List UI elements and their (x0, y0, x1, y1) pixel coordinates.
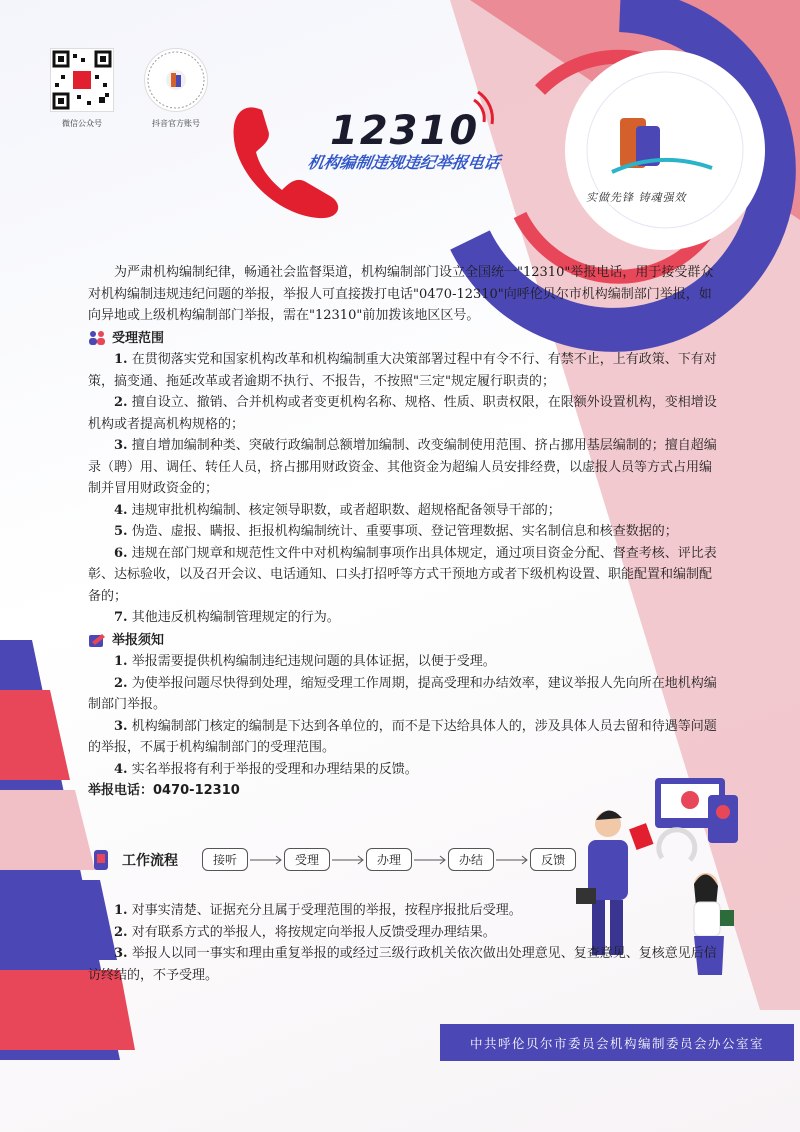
scope-item (88, 500, 718, 522)
flow-step-feedback: 反馈 (530, 848, 576, 871)
item-text: 机构编制部门核定的编制是下达到各单位的，而不是下达给具体人的，涉及具体人员去留和待遇等问题的举报，不属于机构编制部门的受理范围。 (88, 718, 717, 755)
motto-text: 实做先锋 铸魂强效 (586, 191, 687, 204)
people-icon (88, 330, 106, 346)
workflow-item (88, 922, 718, 944)
item-text: 实名举报将有利于举报的受理和办理结果的反馈。 (131, 761, 418, 777)
item-number: 1. (114, 352, 128, 367)
scope-heading (88, 328, 718, 350)
notice-item (88, 651, 718, 673)
item-text: 擅自增加编制种类、突破行政编制总额增加编制、改变编制使用范围、挤占挪用基层编制的；擅自超编录（聘）用、调任、转任人员，挤占挪用财政资金、其他资金为超编人员安排经费，以虚报人员等方式占用编制并冒用财政资金的； (88, 438, 717, 496)
item-number: 1. (114, 654, 128, 669)
pen-icon (88, 632, 106, 648)
main-content (88, 262, 718, 802)
scope-item (88, 521, 718, 543)
workflow-item (88, 943, 718, 986)
scope-item (88, 543, 718, 608)
item-number: 2. (114, 395, 128, 410)
flow-step-answer: 接听 (202, 848, 248, 871)
footer-organization: 中共呼伦贝尔市委员会机构编制委员会办公室室 (440, 1024, 794, 1061)
item-text: 举报人以同一事实和理由重复举报的或经过三级行政机关依次做出处理意见、复查意见、复核意见后信访终结的，不予受理。 (88, 946, 717, 983)
flow-step-accept: 受理 (284, 848, 330, 871)
hotline-number: 12310 (330, 108, 480, 154)
arrow-right-icon (412, 855, 448, 865)
item-number: 3. (114, 946, 128, 961)
item-text: 违规在部门规章和规范性文件中对机构编制事项作出具体规定，通过项目资金分配、督查考核、评比表彰、达标验收，以及召开会议、电话通知、口头打招呼等方式干预地方或者下级机构设置、职能配置和编制配备的； (88, 545, 717, 604)
item-text: 在贯彻落实党和国家机构改革和机构编制重大决策部署过程中有令不行、有禁不止，上有政策、下有对策，搞变通、拖延改革或者逾期不执行、不报告，不按照"三定"规定履行职责的； (88, 352, 717, 389)
item-number: 7. (114, 610, 128, 625)
item-text: 违规审批机构编制、核定领导职数，或者超职数、超规格配备领导干部的； (131, 502, 561, 518)
item-number: 3. (114, 438, 128, 453)
item-number: 4. (114, 502, 128, 518)
wechat-qr-block (50, 48, 114, 129)
notice-item (88, 716, 718, 759)
wechat-qr-label: 微信公众号 (62, 119, 102, 128)
item-number: 2. (114, 924, 128, 940)
item-number: 1. (114, 903, 128, 918)
scope-item (88, 607, 718, 629)
flow-step-handle: 办理 (366, 848, 412, 871)
item-number: 5. (114, 524, 128, 539)
workflow-item (88, 900, 718, 922)
item-text: 对有联系方式的举报人，将按规定向举报人反馈受理办理结果。 (131, 924, 496, 940)
scope-item (88, 392, 718, 435)
item-text: 举报需要提供机构编制违纪违规问题的具体证据，以便于受理。 (131, 654, 496, 669)
workflow-row (92, 848, 576, 871)
item-number: 6. (114, 545, 128, 561)
item-number: 3. (114, 718, 128, 734)
item-text: 对事实清楚、证据充分且属于受理范围的举报，按程序报批后受理。 (131, 903, 522, 918)
hotline-subtitle: 机构编制违规违纪举报电话 (306, 153, 502, 172)
item-text: 为使举报问题尽快得到处理，缩短受理工作周期，提高受理和办结效率，建议举报人先向所在地机构编制部门举报。 (88, 675, 717, 712)
douyin-qr-block (144, 48, 208, 129)
arrow-right-icon (494, 855, 530, 865)
notice-item (88, 673, 718, 716)
report-phone[interactable]: 举报电话：0470-12310 (88, 783, 240, 798)
workflow-title: 工作流程 (122, 852, 178, 869)
item-text: 其他违反机构编制管理规定的行为。 (131, 610, 340, 625)
item-number: 4. (114, 761, 128, 777)
item-number: 2. (114, 675, 128, 691)
scope-item (88, 435, 718, 500)
item-text: 擅自设立、撤销、合并机构或者变更机构名称、规格、性质、职责权限，在限额外设置机构，变相增设机构或者提高机构规格的； (88, 395, 717, 432)
notice-heading (88, 630, 718, 652)
arrow-right-icon (248, 855, 284, 865)
flow-step-close: 办结 (448, 848, 494, 871)
scope-item (88, 349, 718, 392)
scope-title: 受理范围 (112, 330, 165, 346)
notice-title: 举报须知 (112, 632, 165, 648)
intro-paragraph: 为严肃机构编制纪律，畅通社会监督渠道，机构编制部门设立全国统一"12310"举报电话，用于接受群众对机构编制违规违纪问题的举报，举报人可直接拨打电话"0470-12310"向呼伦贝尔市机构编制部门举报，如向异地或上级机构编制部门举报，需在"12310"前加拨该地区区号。 (88, 265, 714, 323)
douyin-qr-code[interactable] (144, 48, 208, 112)
workflow-content (88, 900, 718, 986)
notice-item (88, 759, 718, 781)
arrow-right-icon (330, 855, 366, 865)
wechat-qr-code[interactable] (50, 48, 114, 112)
phone-card-icon (92, 849, 110, 871)
douyin-qr-label: 抖音官方账号 (152, 119, 200, 128)
item-text: 伪造、虚报、瞒报、拒报机构编制统计、重要事项、登记管理数据、实名制信息和核查数据的； (131, 524, 678, 539)
